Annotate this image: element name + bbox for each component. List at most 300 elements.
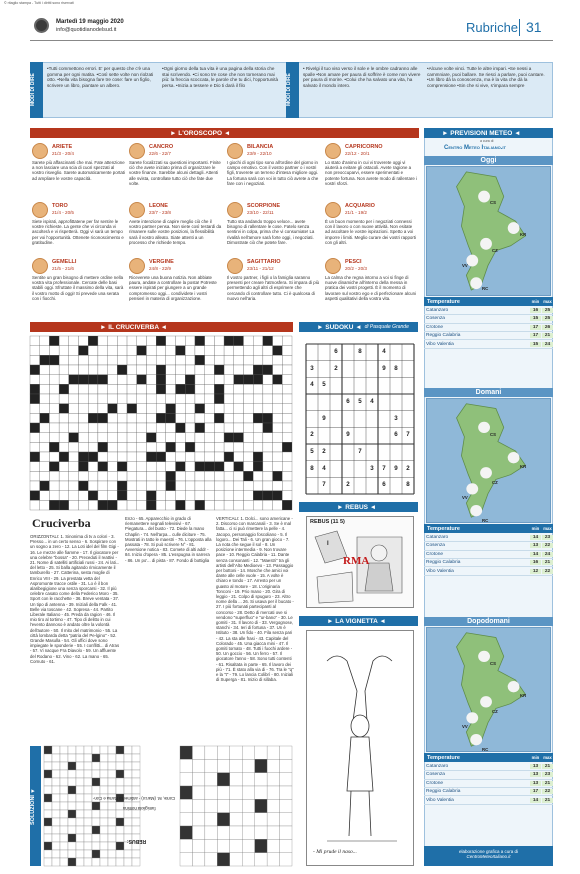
crossword-cell [59,375,69,385]
crossword-cell [79,481,89,491]
crossword-cell [79,365,89,375]
crossword-cell [146,365,156,375]
crossword-cell [282,433,292,443]
crossword-cell [224,433,234,443]
crossword-cell [263,500,273,510]
crossword-cell [108,394,118,404]
crossword-cell [40,365,50,375]
sign-text: Lo stato d'animo in cui vi troverete oggi vi aiuterà a evitare gli ostacoli. Avete ragione a non preoccuparvi, essere sperimentati e potente fortuna. Non avrete modo di rallentare i vostri sforzi. [325,160,418,186]
crossword-cell [49,413,59,423]
city-name: Vibo Valentia [426,797,454,803]
crossword-cell [30,442,40,452]
crossword-cell [224,500,234,510]
solution-cell [76,842,84,850]
solution-cell [84,794,92,802]
solution-cell [242,799,254,812]
crossword-cell [185,433,195,443]
calabria-weather-map [426,627,551,752]
sudoku-cell[interactable]: 9 [346,431,350,439]
solution-cell [205,759,217,772]
sudoku-cell[interactable]: 7 [406,431,410,439]
sudoku-cell[interactable]: 3 [370,464,374,472]
solution-cell [217,786,229,799]
sudoku-cell[interactable]: 4 [310,381,314,389]
crossword-cell [224,491,234,501]
rebus-title: REBUS (11 5) [310,519,345,525]
solution-cell [255,773,267,786]
crossword-cell [30,394,40,404]
map-label: RC [482,747,489,752]
crossword-cell [253,365,263,375]
temp-min: 16 [530,560,541,565]
meteo-footer [424,846,553,866]
solution-cell [116,826,124,834]
solution-cell [68,802,76,810]
sudoku-cell[interactable]: 4 [322,464,326,472]
map-label: KR [520,464,527,469]
crossword-cell [69,452,79,462]
crossword-cell [79,462,89,472]
solution-cell [116,850,124,858]
solution-cell [100,858,108,866]
solution-cell [76,762,84,770]
crossword-cell [224,471,234,481]
crossword-cell [88,375,98,385]
crossword-cell [263,423,273,433]
crossword-cell [49,394,59,404]
solution-cell [44,770,52,778]
crossword-cell [156,355,166,365]
solution-cell [180,826,192,839]
crossword-cell [185,462,195,472]
crossword-cell [195,365,205,375]
crossword-cell [273,375,283,385]
crossword-cell [166,355,176,365]
modi-di-dire-label-left: MODI DI DIRE [30,62,43,118]
solution-cell [124,762,132,770]
crossword-cell [98,355,108,365]
temperature-row [424,534,553,542]
rebus-solution-text: Conte, M. (Marco) - ardimento Rama e Con- [93,796,176,801]
crossword-cell [59,491,69,501]
crossword-cell [263,442,273,452]
temperature-row [424,559,553,567]
crossword-cell [59,346,69,356]
solution-cell [230,799,242,812]
solution-cell [68,746,76,754]
crossword-cell [205,491,215,501]
crossword-cell [234,346,244,356]
sudoku-cell[interactable]: 7 [358,448,362,455]
solution-cell [92,826,100,834]
crossword-cell [166,462,176,472]
crossword-cell [234,462,244,472]
temperature-title: Temperature [427,525,460,532]
crossword-cell [117,346,127,356]
crossword-cell [273,423,283,433]
sign-text: Sentite un gran bisogno di mettere ordine nella vostra vita professionale. Cercate delle basi stabili oggi. Sfruttate il massimo della vita, sarà il vostro motto di oggi! Si prevede una serata con i fiocchi. [32,275,124,301]
crossword-cell [253,462,263,472]
crossword-cell [156,442,166,452]
crossword-cell [40,481,50,491]
crossword-cell [205,346,215,356]
solution-cell [68,762,76,770]
crossword-cell [185,394,195,404]
crossword-cell [59,384,69,394]
crossword-cell [127,375,137,385]
solution-cell [52,762,60,770]
city-name: Reggio Calabria [426,560,461,566]
solution-cell [132,786,140,794]
crossword-cell [243,481,253,491]
meteo-footer-line2: CentroMeteoItaliano.it [466,854,511,859]
solution-cell [76,778,84,786]
sudoku-cell[interactable]: 4 [382,348,386,355]
crossword-cell [137,355,147,365]
zodiac-acquario-icon [325,202,341,218]
crossword-cell [273,384,283,394]
sudoku-grid[interactable] [306,344,414,494]
map-label: CS [490,661,496,666]
crossword-cell [185,452,195,462]
crossword-cell [108,491,118,501]
crossword-cell [195,471,205,481]
crossword-cell [176,423,186,433]
calabria-weather-map [426,398,551,523]
crossword-cell [166,365,176,375]
temp-min: 12 [530,569,541,574]
sign-dates: 23/9 - 22/10 [247,151,272,156]
masthead-logo-icon [34,18,49,33]
crossword-cell [253,404,263,414]
crossword-cell [156,413,166,423]
sudoku-cell[interactable]: 9 [322,414,326,422]
solution-cell [100,770,108,778]
crossword-cell [127,423,137,433]
crossword-cell [137,491,147,501]
temp-min: 17 [530,325,541,330]
solution-cell [52,770,60,778]
sign-text: Il vostro partner, i figli o la famiglia saranno presenti per creare l'atmosfera. Si impara di più permettendo agli altri di esprimere che cercando di controllare tutto. Ci è qualcosa di nuovo nell'aria. [227,275,320,301]
solution-cell [52,858,60,866]
temperature-row [424,315,553,323]
sudoku-solution-grid [180,746,292,866]
solution-cell [230,839,242,852]
crossword-cell [40,500,50,510]
map-label: VV [462,263,468,268]
map-label: CZ [492,709,498,714]
crossword-cell [205,462,215,472]
solution-cell [205,786,217,799]
sudoku-cell[interactable]: 7 [322,481,326,489]
crossword-cell [282,471,292,481]
crossword-cell [127,452,137,462]
sudoku-cell[interactable]: 6 [346,398,350,405]
solution-cell [76,786,84,794]
crossword-cell [98,471,108,481]
sudoku-cell[interactable]: 2 [346,481,350,489]
crossword-cell [195,404,205,414]
crossword-cell [146,471,156,481]
crossword-cell [137,423,147,433]
crossword-cell [117,384,127,394]
solution-cell [92,818,100,826]
crossword-cell [205,413,215,423]
solution-cell [192,773,204,786]
crossword-cell [234,452,244,462]
sign-dates: 21/5 - 21/6 [52,266,74,271]
solution-cell [180,853,192,866]
crossword-cell [214,355,224,365]
sudoku-cell[interactable]: 2 [310,431,314,439]
sign-name: BILANCIA [247,144,274,150]
crossword-cell [253,500,263,510]
solution-cell [92,810,100,818]
sudoku-cell[interactable]: 6 [382,481,386,489]
sudoku-cell[interactable]: 8 [310,464,314,472]
crossword-cell [127,471,137,481]
crossword-cell [108,500,118,510]
crossword-cell [185,423,195,433]
solution-cell [280,839,292,852]
horoscope-sign [32,258,125,312]
crossword-cell [137,394,147,404]
solution-cell [68,778,76,786]
solution-cell [205,839,217,852]
crossword-cell [117,423,127,433]
crossword-cell [176,365,186,375]
sudoku-cell[interactable]: 3 [394,414,398,422]
sudoku-cell[interactable]: 2 [322,448,326,455]
crossword-cell [69,355,79,365]
solution-cell [84,834,92,842]
sudoku-cell[interactable]: 5 [322,381,326,389]
solution-cell [44,802,52,810]
crossword-cell [127,394,137,404]
solution-cell [280,759,292,772]
solution-cell [205,799,217,812]
zodiac-leone-icon [129,202,145,218]
solution-cell [116,842,124,850]
solution-cell [100,754,108,762]
map-label: RC [482,286,489,291]
meteo-credit-small: a cura di [480,139,494,143]
sign-text: La calma che regna intorno a voi si finge di nuove dinamiche all'interno della messa in pratica dei vostri progetti. È il momento di lavorare sul vostro ego e di perfezionare alcuni aspetti qualitativi della vostra vita. [325,275,417,301]
crossword-cell [224,452,234,462]
solution-cell [52,818,60,826]
rebus-letters: RMA [343,555,370,567]
crossword-cell [253,442,263,452]
solution-cell [217,853,229,866]
solution-cell [108,754,116,762]
masthead-email[interactable]: info@quotidianodelsud.it [56,27,117,33]
crossword-cell [273,413,283,423]
solution-cell [76,858,84,866]
sudoku-cell[interactable]: 9 [382,364,386,372]
solution-cell [267,786,279,799]
temp-max: 21 [542,798,553,803]
solution-cell [280,853,292,866]
sudoku-cell[interactable]: 6 [394,431,398,439]
crossword-cell [273,481,283,491]
sudoku-cell[interactable]: 5 [310,448,314,455]
crossword-cell [98,384,108,394]
solution-cell [180,799,192,812]
crossword-cell [205,442,215,452]
crossword-cell [98,413,108,423]
temp-min: 13 [530,764,541,769]
crossword-cell [49,375,59,385]
cruciverba-orizzontali: ORIZZONTALI: 1. Sinonima di tv a colori - 3. Presso... in un certo senso - 6. Sospirare con un sogno a zero - 12. La Loti idel del film Gigi - 16. Le mezze alle fiamme - 17. Il giocatore per una celebre "bossa" - 20. Preceduti il reattivi - 21. Nome di satelliti artificiali russi - 24. Ai lati... del letto - 25. Si balla agitando rimicamente il tamburello - 27. Catterina, sesta moglie di Enrico VIII - 29. La prestata vetta del Aspromonte tracce ostile - 31. Lo è il bon alaribegigione una senza sporcarsi - 32. Il più celebre casato come della Federico Moro - 35. Sport con le racchette - 36. Breve ventata - 37. Un tipo di antenna - 39. Iniziali della Falk - 41. Belle via toscane - 42. Sopresa - 44. Partito Liberale Italiano - 45. Preda da ragion - 46. Il mio tiro al tortimo - 47. Tipo di delitto in cui l'evento dannoso è andato oltre la volontà dell'autore - 50. Il mito del matrimonio - 55. La città lombarda detta "patria del Pe-lgino" - 52. Grande Masulla - 54. Gli uffici dove sono impiegate le sponderie - 55. I conflitti... di Atras - 57. Vi nacque Fra Diavolo - 59. Un affluente del Rodano - 62. Vino - 62. La mano - 65. Cornuto - 61. [30,534,120,664]
crossword-cell [40,442,50,452]
sign-name: SAGITTARIO [247,259,281,265]
sudoku-cell[interactable]: 8 [358,348,362,355]
crossword-cell [243,462,253,472]
crossword-cell [282,481,292,491]
crossword-cell [253,491,263,501]
map-label: KR [520,693,527,698]
crossword-cell [30,491,40,501]
crossword-cell [156,365,166,375]
solution-cell [192,746,204,759]
crossword-cell [108,452,118,462]
crossword-cell [224,336,234,346]
temperature-row [424,788,553,796]
solution-cell [217,759,229,772]
cruciverba-band: ► IL CRUCIVERBA ◄ [30,322,293,332]
rebus-box [306,516,414,608]
temperature-title: Temperature [427,298,460,305]
horoscope-sign [32,202,125,256]
crossword-cell [98,500,108,510]
crossword-cell [273,471,283,481]
crossword-cell [243,471,253,481]
masthead-rule [30,40,553,41]
crossword-cell [127,336,137,346]
solution-cell [230,746,242,759]
solution-cell [242,773,254,786]
crossword-cell [214,500,224,510]
crossword-cell [98,375,108,385]
solution-cell [124,778,132,786]
solution-cell [230,813,242,826]
solution-cell [84,786,92,794]
crossword-cell [69,500,79,510]
solution-cell [84,858,92,866]
crossword-cell [127,365,137,375]
sudoku-cell[interactable]: 5 [358,398,362,405]
crossword-cell [166,491,176,501]
solution-cell [76,826,84,834]
crossword-cell [253,471,263,481]
temp-max: 26 [542,325,553,330]
solution-cell [116,746,124,754]
sudoku-cell[interactable]: 8 [394,364,398,372]
solution-cell [132,818,140,826]
solution-cell [60,858,68,866]
sudoku-cell[interactable]: 2 [406,464,410,472]
solution-cell [124,810,132,818]
crossword-cell [205,423,215,433]
map-label: RC [482,518,489,523]
crossword-cell [59,500,69,510]
horoscope-sign [227,258,320,312]
zodiac-pesci-icon [325,258,341,274]
crossword-grid[interactable] [30,336,292,510]
crossword-cell [30,355,40,365]
sudoku-cell[interactable]: 6 [334,348,338,355]
crossword-cell [195,384,205,394]
crossword-cell [282,423,292,433]
crossword-cell [156,423,166,433]
crossword-cell [243,394,253,404]
crossword-cell [88,471,98,481]
sign-text: Avete intenzione di capire meglio ciò che il vostro partner pensa. Non siete così testardi da rimanere sulle vostre posizioni, la flessibilità sarà il vostro alleato. Siate attenti a un processo che richiede tempo. [129,219,222,245]
crossword-cell [156,375,166,385]
crossword-cell [137,404,147,414]
zodiac-toro-icon [32,202,48,218]
solution-cell [116,762,124,770]
crossword-cell [263,365,273,375]
crossword-cell [214,404,224,414]
city-name: Crotone [426,780,444,786]
solution-cell [92,746,100,754]
vignetta-caption: - Mi prude il naso... [313,849,357,855]
vignetta-band: ► LA VIGNETTA ◄ [299,616,418,626]
solution-cell [230,773,242,786]
crossword-cell [195,375,205,385]
crossword-cell [108,384,118,394]
solution-cell [116,754,124,762]
sudoku-cell[interactable]: 9 [394,464,398,472]
sudoku-cell[interactable]: 3 [310,364,314,372]
crossword-cell [137,462,147,472]
sign-name: TORO [52,203,68,209]
crossword-cell [282,462,292,472]
sudoku-cell[interactable]: 8 [406,481,410,489]
crossword-cell [166,442,176,452]
solution-cell [76,746,84,754]
solution-cell [60,786,68,794]
solution-cell [76,850,84,858]
sudoku-cell[interactable]: 4 [370,398,374,405]
solution-cell [217,799,229,812]
crossword-cell [166,471,176,481]
crossword-cell [98,394,108,404]
solution-cell [180,813,192,826]
vignetta-illustration [307,631,415,867]
temp-max: 21 [542,764,553,769]
crossword-cell [243,336,253,346]
solution-cell [60,834,68,842]
crossword-cell [40,384,50,394]
solution-cell [60,810,68,818]
solution-cell [60,818,68,826]
sudoku-cell[interactable]: 2 [334,364,338,372]
crossword-cell [108,413,118,423]
crossword-cell [234,442,244,452]
solution-cell [280,746,292,759]
crossword-cell [253,355,263,365]
solution-cell [180,786,192,799]
temp-min: 15 [530,342,541,347]
temperature-title: Temperature [427,754,460,761]
solution-cell [124,786,132,794]
sudoku-cell[interactable]: 7 [382,464,386,472]
temp-min: 17 [530,789,541,794]
crossword-cell [263,336,273,346]
temperature-row [424,763,553,771]
